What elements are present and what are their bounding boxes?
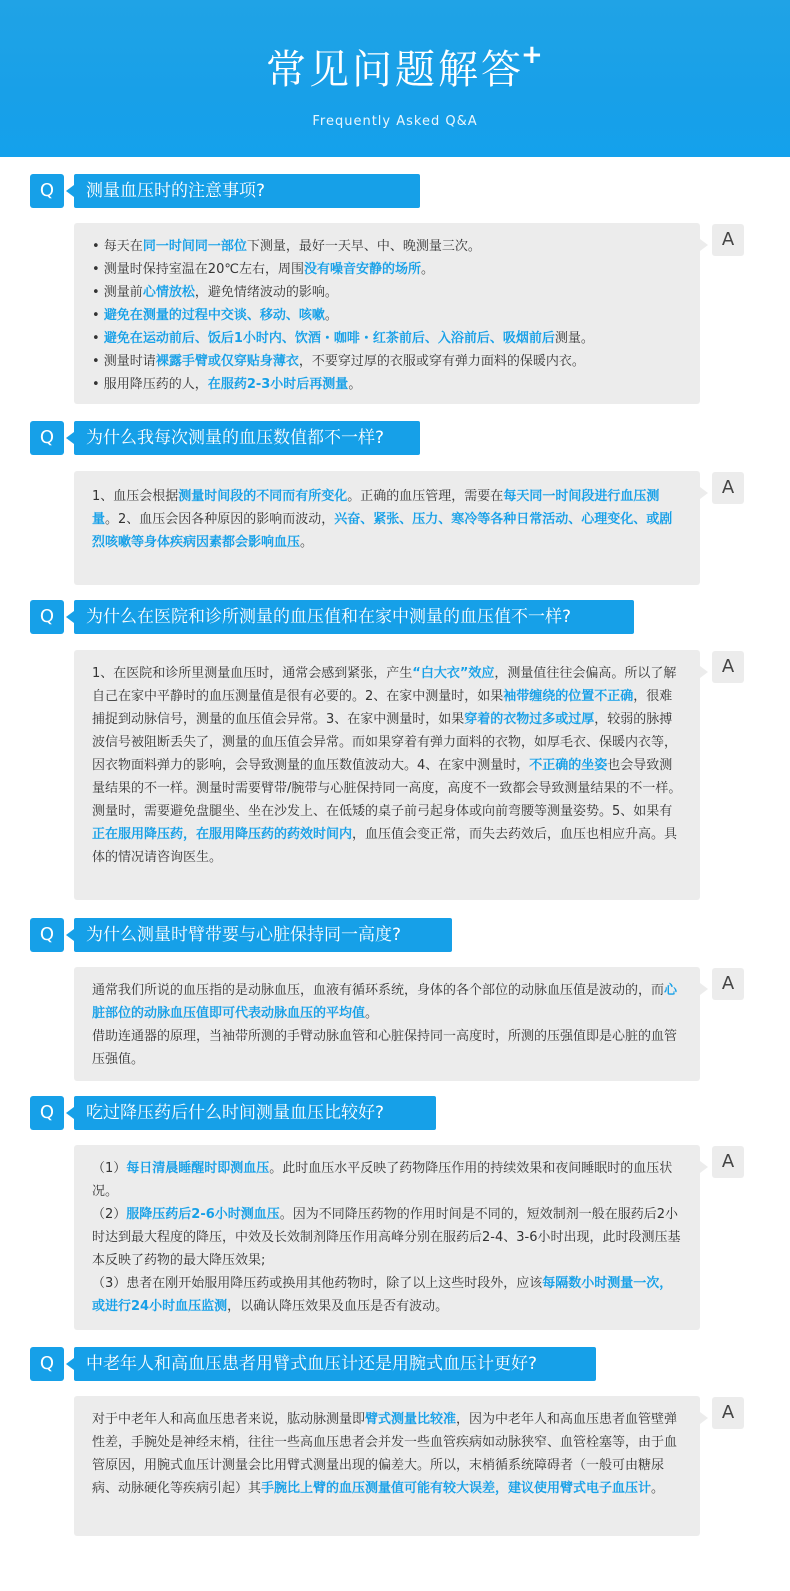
answer-text: • 测量时请 [92, 354, 156, 369]
answer-line [92, 373, 682, 396]
answer-text: 。2、血压会因各种原因的影响而波动， [105, 512, 335, 527]
highlight-text: 心脏部位的动脉血压值即可代表动脉血压的平均值 [92, 983, 678, 1021]
answer-text: （1） [92, 1161, 127, 1176]
q-badge-3: Q [30, 600, 64, 634]
answer-text: ，避免情绪波动的影响。 [194, 285, 338, 300]
question-3: 为什么在医院和诊所测量的血压值和在家中测量的血压值不一样? [74, 600, 634, 634]
a-badge-5: A [712, 1146, 744, 1178]
answer-text: 测量。 [554, 331, 594, 346]
answer-text: 。 [300, 535, 314, 550]
answer-line [92, 258, 682, 281]
highlight-text: 心情放松 [142, 285, 195, 300]
answer-text: ，以确认降压效果及血压是否有波动。 [227, 1299, 449, 1314]
answer-line [92, 1025, 682, 1071]
answer-text: 通常我们所说的血压指的是动脉血压，血液有循环系统，身体的各个部位的动脉血压值是波动的，而 [92, 983, 665, 998]
q-badge-6: Q [30, 1347, 64, 1381]
answer-text: • [92, 308, 104, 323]
answer-text: • [92, 331, 104, 346]
highlight-text: 臂式测量比较准 [365, 1412, 457, 1427]
answer-line [92, 350, 682, 373]
highlight-text: 服降压药后2-6小时测血压 [126, 1207, 280, 1222]
highlight-text: 避免在测量的过程中交谈、移动、咳嗽 [103, 308, 325, 323]
answer-text: 。因为不同降压药物的作用时间是不同的，短效制剂一般在服药后2小时达到最大程度的降压，中效及长效制剂降压作用高峰分别在服药后2-4、3-6小时出现，此时段测压基本反映了药物的最大降压效果; [92, 1207, 681, 1268]
answer-text: 。 [324, 308, 338, 323]
q-badge-1: Q [30, 174, 64, 208]
question-5: 吃过降压药后什么时间测量血压比较好? [74, 1096, 436, 1130]
answer-line [92, 1203, 682, 1272]
q-badge-2: Q [30, 421, 64, 455]
q-badge-5: Q [30, 1096, 64, 1130]
answer-text: • 测量前 [92, 285, 143, 300]
answer-5 [74, 1145, 700, 1330]
highlight-text: 不正确的坐姿 [529, 758, 608, 773]
answer-text: 。此时血压水平反映了药物降压作用的持续效果和夜间睡眠时的血压状况。 [92, 1161, 673, 1199]
answer-text: 。 [348, 377, 362, 392]
header-banner [0, 0, 790, 157]
answer-text: ，血压值会变正常，而失去药效后，血压也相应升高。具体的情况请咨询医生。 [92, 827, 678, 865]
highlight-text: 手腕比上臂的血压测量值可能有较大误差，建议使用臂式电子血压计 [261, 1481, 652, 1496]
answer-text: 。正确的血压管理，需要在 [347, 489, 504, 504]
answer-line [92, 1272, 682, 1318]
answer-2 [74, 471, 700, 585]
page-subtitle: Frequently Asked Q&A [312, 114, 478, 129]
answer-3 [74, 650, 700, 900]
answer-text: • 每天在 [92, 239, 143, 254]
answer-4 [74, 967, 700, 1081]
question-6: 中老年人和高血压患者用臂式血压计还是用腕式血压计更好? [74, 1347, 596, 1381]
answer-text: ，很难捕捉到动脉信号，测量的血压值会异常。3、在家中测量时，如果 [92, 689, 673, 727]
answer-text: ，测量值往往会偏高。所以了解自己在家中平静时的血压测量值是很有必要的。2、在家中测量时，如果 [92, 666, 677, 704]
answer-line [92, 281, 682, 304]
answer-text: • 服用降压药的人， [92, 377, 208, 392]
answer-text: ，较弱的脉搏波信号被阻断丢失了，测量的血压值会异常。而如果穿着有弹力面料的衣物，如厚毛衣、保暖内衣等，因衣物面料弹力的影响，会导致测量的血压数值波动大。4、在家中测量时， [92, 712, 678, 773]
answer-1 [74, 223, 700, 404]
answer-text: （2） [92, 1207, 127, 1222]
highlight-text: 同一时间同一部位 [142, 239, 247, 254]
answer-line [92, 1408, 682, 1500]
answer-text: • 测量时保持室温在20℃左右，周围 [92, 262, 304, 277]
answer-line [92, 327, 682, 350]
highlight-text: 测量时间段的不同而有所变化 [178, 489, 348, 504]
highlight-text: 裸露手臂或仅穿贴身薄衣 [155, 354, 299, 369]
q-badge-4: Q [30, 918, 64, 952]
answer-line [92, 979, 682, 1025]
highlight-text: 每天同一时间段进行血压测量 [92, 489, 660, 527]
answer-line [92, 1157, 682, 1203]
highlight-text: 穿着的衣物过多或过厚 [464, 712, 595, 727]
a-badge-4: A [712, 968, 744, 1000]
answer-text: 。 [365, 1006, 379, 1021]
highlight-text: 避免在运动前后、饭后1小时内、饮酒・咖啡・红茶前后、入浴前后、吸烟前后 [103, 331, 555, 346]
highlight-text: 袖带缠绕的位置不正确 [503, 689, 634, 704]
answer-6 [74, 1396, 700, 1536]
answer-text: ，不要穿过厚的衣服或穿有弹力面料的保暖内衣。 [298, 354, 585, 369]
answer-text: （3）患者在刚开始服用降压药或换用其他药物时，除了以上这些时段外，应该 [92, 1276, 543, 1291]
answer-text: ，因为中老年人和高血压患者血管壁弹性差，手腕处是神经末梢，往往一些高血压患者会并发一些血管疾病如动脉狭窄、血管栓塞等，由于血管原因，用腕式血压计测量会比用臂式测量出现的偏差大。所以，末梢循系统障碍者（一般可由糖尿病、动脉硬化等疾病引起）其 [92, 1412, 678, 1496]
highlight-text: 每隔数小时测量一次，或进行24小时血压监测 [92, 1276, 673, 1314]
answer-line [92, 235, 682, 258]
answer-text: 下测量，最好一天早、中、晚测量三次。 [246, 239, 481, 254]
answer-text: 。 [420, 262, 434, 277]
title-plus-mark: + [521, 40, 543, 70]
highlight-text: 正在服用降压药，在服用降压药的药效时间内 [92, 827, 353, 842]
question-2: 为什么我每次测量的血压数值都不一样? [74, 421, 420, 455]
a-badge-3: A [712, 651, 744, 683]
answer-line [92, 304, 682, 327]
answer-text: 也会导致测量结果的不一样。测量时需要臂带/腕带与心脏保持同一高度，高度不一致都会导致测量结果的不一样。测量时，需要避免盘腿坐、坐在沙发上、在低矮的桌子前弓起身体或向前弯腰等测量姿势。5、如果有 [92, 758, 682, 819]
highlight-text: “白大衣”效应 [412, 666, 495, 681]
answer-line [92, 662, 682, 869]
highlight-text: 在服药2-3小时后再测量 [207, 377, 349, 392]
answer-text: 对于中老年人和高血压患者来说，肱动脉测量即 [92, 1412, 366, 1427]
question-1: 测量血压时的注意事项? [74, 174, 420, 208]
question-4: 为什么测量时臂带要与心脏保持同一高度? [74, 918, 452, 952]
answer-text: 1、在医院和诊所里测量血压时，通常会感到紧张，产生 [92, 666, 413, 681]
a-badge-1: A [712, 224, 744, 256]
a-badge-6: A [712, 1397, 744, 1429]
highlight-text: 兴奋、紧张、压力、寒冷等各种日常活动、心理变化、或剧烈咳嗽等身体疾病因素都会影响血压 [92, 512, 673, 550]
a-badge-2: A [712, 472, 744, 504]
answer-text: 1、血压会根据 [92, 489, 179, 504]
highlight-text: 每日清晨睡醒时即测血压 [126, 1161, 270, 1176]
answer-line [92, 485, 682, 554]
page-title: 常见问题解答 [266, 47, 524, 93]
highlight-text: 没有噪音安静的场所 [303, 262, 421, 277]
answer-text: 。 [651, 1481, 665, 1496]
answer-text: 借助连通器的原理，当袖带所测的手臂动脉血管和心脏保持同一高度时，所测的压强值即是心脏的血管压强值。 [92, 1029, 678, 1067]
